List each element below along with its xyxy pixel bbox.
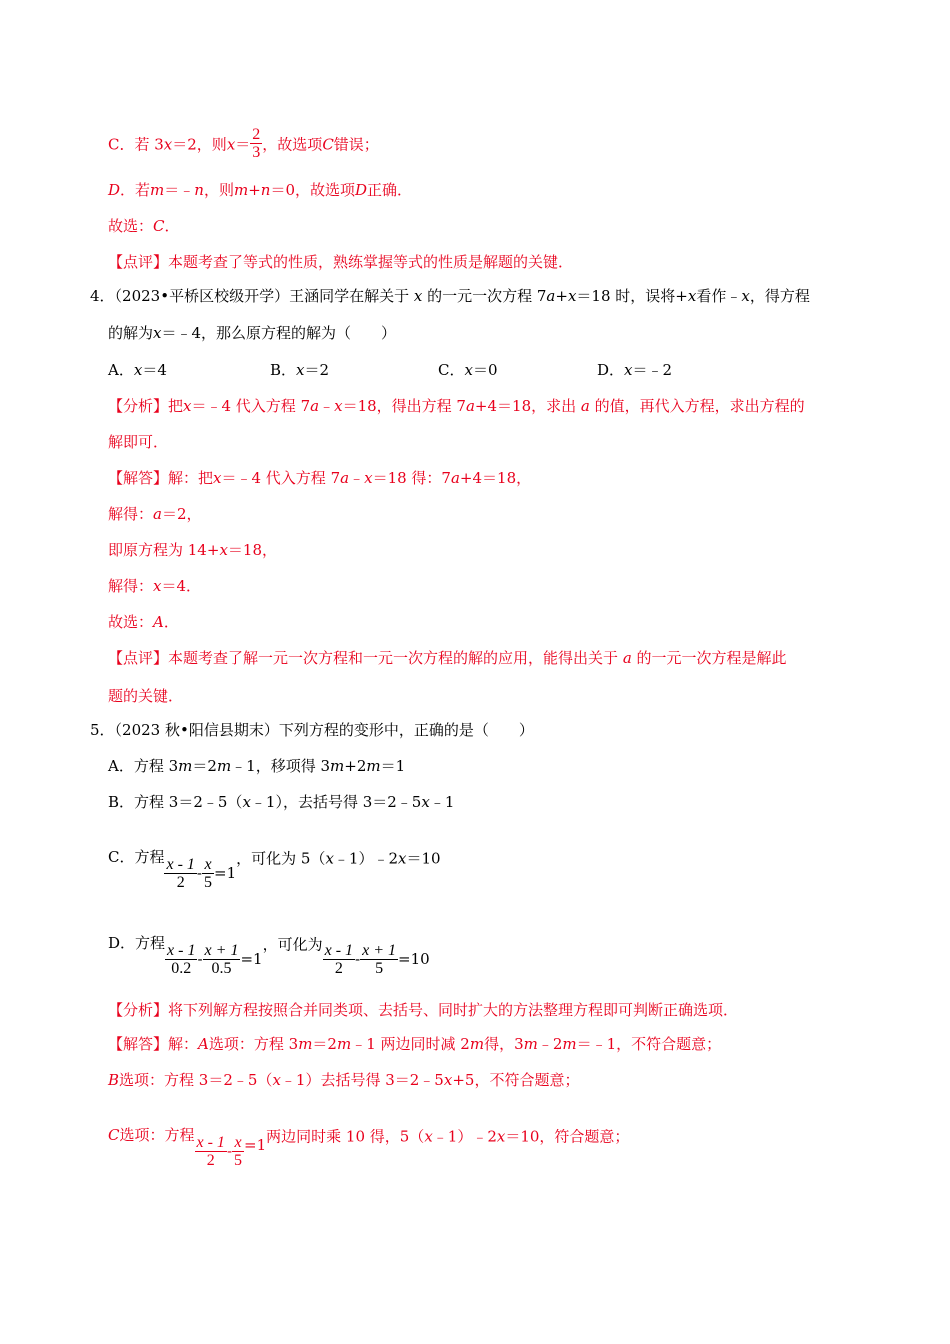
q3-choose: 故选：C． — [108, 217, 180, 235]
fraction-two-thirds: $\frac{2}{3}$ — [252, 126, 261, 161]
q5-option-c: C．方程 $\frac{x - 1}{2}$ - $\frac{x}{5}$ =1，可化为 5（x﹣1）﹣2x＝10 — [108, 847, 441, 891]
fraction: $\frac{x + 1}{5}$ — [362, 942, 397, 977]
fraction: $\frac{x - 1}{2}$ — [324, 942, 354, 977]
q5-solution-line2: B选项：方程 3＝2﹣5（x﹣1）去括号得 3＝2﹣5x+5，不符合题意； — [108, 1071, 580, 1089]
q4-stem-line1: 4．（2023•平桥区校级开学）王涵同学在解关于 x 的一元一次方程 7a+x＝18 时，误将+x看作﹣x，得方程 — [90, 287, 810, 305]
analysis-tag: 【分析】 — [108, 397, 169, 415]
q4-option-c: C．x＝0 — [438, 361, 498, 379]
fraction: $\frac{x + 1}{0.5}$ — [204, 942, 239, 977]
analysis-tag: 【分析】 — [108, 1001, 169, 1019]
comment-tag: 【点评】 — [108, 253, 169, 271]
fraction: $\frac{x - 1}{2}$ — [196, 1134, 225, 1169]
question-number: 4． — [90, 287, 115, 305]
fraction: $\frac{x}{5}$ — [204, 856, 212, 891]
fraction: $\frac{x}{5}$ — [234, 1134, 243, 1169]
q4-option-d: D．x＝﹣2 — [597, 361, 673, 379]
q4-solution-line2: 解得：a＝2， — [108, 505, 202, 523]
q3-option-c-analysis: C．若 3x＝2，则x＝ $\frac{2}{3}$ ，故选项C错误； — [108, 126, 379, 161]
solution-tag: 【解答】 — [108, 1035, 169, 1053]
q5-option-d: D．方程 $\frac{x - 1}{0.2}$ - $\frac{x + 1}{0.5}$ =1，可化为 $\frac{x - 1}{2}$ - $\frac{x + 1}{5}$ =10 — [108, 933, 430, 977]
q5-option-a: A．方程 3m＝2m﹣1，移项得 3m+2m＝1 — [108, 757, 406, 775]
q3-option-d-analysis: D．若m＝﹣n，则m+n＝0，故选项D正确． — [108, 181, 413, 199]
q4-choose: 故选：A． — [108, 613, 179, 631]
q4-comment-line1: 【点评】本题考查了解一元一次方程和一元一次方程的解的应用，能得出关于 a 的一元一次方程是解此 — [108, 649, 787, 667]
q4-option-a: A．x＝4 — [108, 361, 167, 379]
q4-solution-line4: 解得：x＝4． — [108, 577, 202, 595]
q4-option-b: B．x＝2 — [270, 361, 330, 379]
q3-comment: 【点评】本题考查了等式的性质，熟练掌握等式的性质是解题的关键． — [108, 253, 574, 271]
fraction: $\frac{x - 1}{2}$ — [166, 856, 195, 891]
comment-tag: 【点评】 — [108, 649, 169, 667]
q4-solution-line1: 【解答】解：把x＝﹣4 代入方程 7a﹣x＝18 得：7a+4＝18， — [108, 469, 532, 487]
q4-analysis-line1: 【分析】把x＝﹣4 代入方程 7a﹣x＝18，得出方程 7a+4＝18，求出 a 的值，再代入方程，求出方程的 — [108, 397, 805, 415]
question-number: 5． — [90, 721, 115, 739]
q4-analysis-line2: 解即可． — [108, 433, 169, 451]
q5-solution-line1: 【解答】解：A选项：方程 3m＝2m﹣1 两边同时减 2m得，3m﹣2m＝﹣1，不符合题意； — [108, 1035, 722, 1053]
q5-option-b: B．方程 3＝2﹣5（x﹣1），去括号得 3＝2﹣5x﹣1 — [108, 793, 455, 811]
q5-stem: 5．（2023 秋•阳信县期末）下列方程的变形中，正确的是（ ） — [90, 721, 534, 739]
q4-comment-line2: 题的关键． — [108, 687, 184, 705]
q5-solution-line3: C选项：方程 $\frac{x - 1}{2}$ - $\frac{x}{5}$ =1两边同时乘 10 得，5（x﹣1）﹣2x＝10，符合题意； — [108, 1125, 630, 1169]
fraction: $\frac{x - 1}{0.2}$ — [167, 942, 196, 977]
q5-analysis: 【分析】将下列解方程按照合并同类项、去括号、同时扩大的方法整理方程即可判断正确选项． — [108, 1001, 739, 1019]
q4-solution-line3: 即原方程为 14+x＝18， — [108, 541, 277, 559]
q4-stem-line2: 的解为x＝﹣4，那么原方程的解为（ ） — [108, 324, 397, 342]
solution-tag: 【解答】 — [108, 469, 169, 487]
